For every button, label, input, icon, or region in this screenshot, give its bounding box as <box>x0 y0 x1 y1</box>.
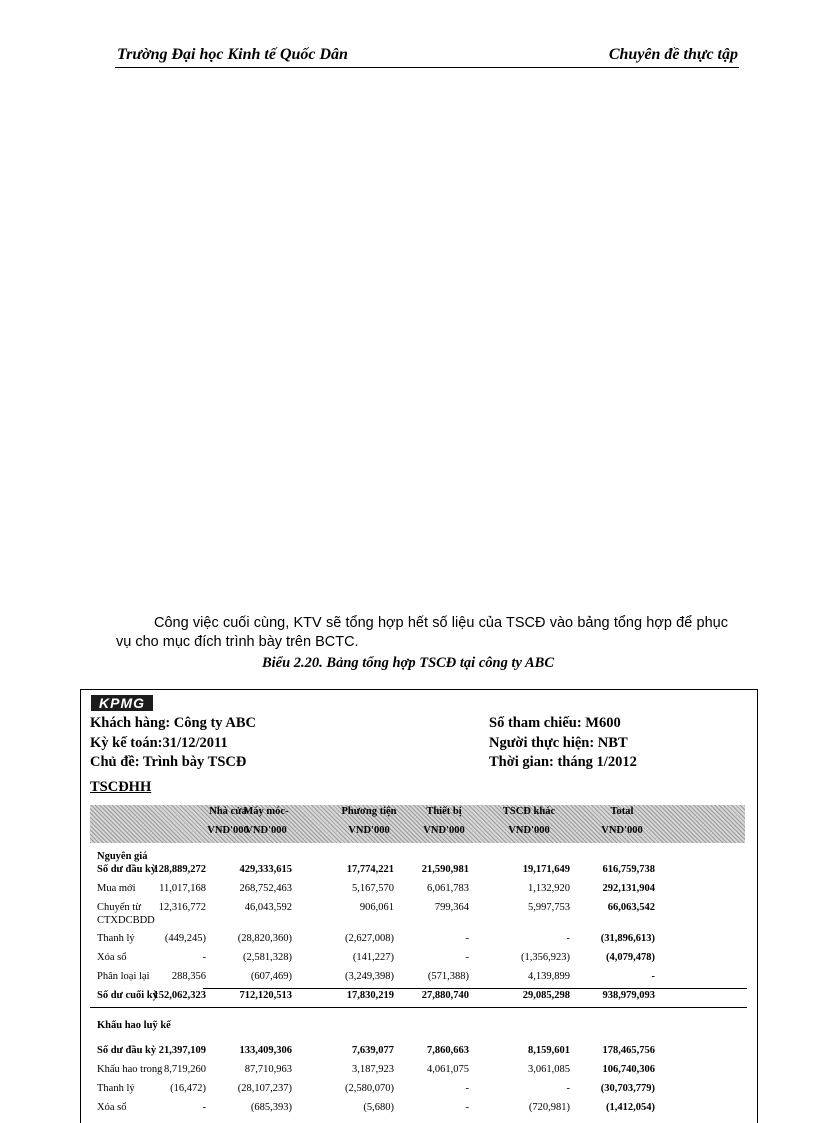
table-cell: (28,107,237) <box>237 1083 292 1094</box>
table-cell: 106,740,306 <box>602 1064 655 1075</box>
row-label: Xóa sổ <box>97 952 127 963</box>
table-cell: 17,830,219 <box>346 990 394 1001</box>
table-cell: 8,159,601 <box>528 1045 570 1056</box>
table-cell: 11,017,168 <box>159 883 206 894</box>
table-cell: 429,333,615 <box>239 864 292 875</box>
table-cell: (3,249,398) <box>345 971 394 982</box>
table-cell: (5,680) <box>363 1102 394 1113</box>
table-cell: - <box>566 933 570 944</box>
table-cell: 8,719,260 <box>164 1064 206 1075</box>
header-rule <box>115 67 739 68</box>
row-label: Số dư đầu kỳ <box>97 864 157 875</box>
table-cell: (31,896,613) <box>600 933 655 944</box>
row-label: Khấu hao trong <box>97 1064 163 1075</box>
row-label: Số dư cuối kỳ <box>97 990 158 1001</box>
table-cell: (28,820,360) <box>237 933 292 944</box>
table-cell: 178,465,756 <box>602 1045 655 1056</box>
body-paragraph: Công việc cuối cùng, KTV sẽ tổng hợp hết số liệu của TSCĐ vào bảng tổng hợp để phục vụ cho mục đích trình bày trên BCTC. <box>116 615 728 650</box>
table-cell: 12,316,772 <box>158 902 206 913</box>
section-title: Nguyên giá <box>97 851 148 862</box>
table-cell: 4,139,899 <box>528 971 570 982</box>
table-cell: 46,043,592 <box>244 902 292 913</box>
table-cell: (2,581,328) <box>243 952 292 963</box>
table-cell: 4,061,075 <box>427 1064 469 1075</box>
table-cell: 152,062,323 <box>153 990 206 1001</box>
table-cell: 6,061,783 <box>427 883 469 894</box>
subject-line: Chủ đề: Trình bày TSCĐ <box>90 754 247 770</box>
row-label: Thanh lý <box>97 1083 135 1094</box>
table-cell: 66,063,542 <box>607 902 655 913</box>
row-label: Mua mới <box>97 883 136 894</box>
column-unit: VND'000 <box>508 825 550 836</box>
client-line: Khách hàng: Công ty ABC <box>90 715 256 731</box>
column-unit: VND'000 <box>245 825 287 836</box>
table-cell: 288,356 <box>171 971 206 982</box>
table-cell: 7,860,663 <box>427 1045 469 1056</box>
column-unit: VND'000 <box>601 825 643 836</box>
subject-code: TSCĐHH <box>90 779 152 795</box>
table-cell: (141,227) <box>352 952 394 963</box>
table-cell: 19,171,649 <box>522 864 570 875</box>
time-line: Thời gian: tháng 1/2012 <box>489 754 637 770</box>
preparer-line: Người thực hiện: NBT <box>489 735 628 751</box>
column-header: Thiết bị <box>426 806 462 817</box>
table-cell: 292,131,904 <box>602 883 655 894</box>
row-label: Xóa sổ <box>97 1102 127 1113</box>
figure-caption: Biểu 2.20. Bảng tổng hợp TSCĐ tại công ty ABC <box>261 655 555 671</box>
table-cell: 3,061,085 <box>528 1064 570 1075</box>
kpmg-logo: KPMG <box>91 695 153 711</box>
table-cell: - <box>202 952 206 963</box>
table-cell: 87,710,963 <box>244 1064 292 1075</box>
table-cell: 5,167,570 <box>352 883 394 894</box>
page-header-right: Chuyên đề thực tập <box>608 46 738 63</box>
row-label: Chuyển từ <box>97 902 141 913</box>
table-cell: (16,472) <box>170 1083 206 1094</box>
table-cell: (2,580,070) <box>345 1083 394 1094</box>
table-cell: 268,752,463 <box>239 883 292 894</box>
table-cell: - <box>651 971 655 982</box>
table-cell: - <box>566 1083 570 1094</box>
column-header: TSCĐ khác <box>502 806 556 817</box>
table-cell: 21,397,109 <box>158 1045 206 1056</box>
column-header: Nhà cửa <box>209 806 247 817</box>
table-cell: 17,774,221 <box>346 864 394 875</box>
table-cell: (4,079,478) <box>606 952 655 963</box>
table-cell: - <box>465 933 469 944</box>
column-unit: VND'000 <box>423 825 465 836</box>
table-cell: - <box>465 1102 469 1113</box>
table-cell: (1,412,054) <box>606 1102 655 1113</box>
row-label: Phân loại lại <box>97 971 150 982</box>
column-header: Phương tiện <box>341 806 397 817</box>
table-cell: 616,759,738 <box>602 864 655 875</box>
table-cell: (1,356,923) <box>521 952 570 963</box>
table-cell: (2,627,008) <box>345 933 394 944</box>
table-cell: 938,979,093 <box>602 990 655 1001</box>
row-label: Thanh lý <box>97 933 135 944</box>
column-header: Máy móc- <box>243 806 289 817</box>
table-cell: 5,997,753 <box>528 902 570 913</box>
table-cell: 7,639,077 <box>352 1045 394 1056</box>
page-header-left: Trường Đại học Kinh tế Quốc Dân <box>117 46 348 63</box>
workpaper-box <box>80 689 758 1123</box>
period-line: Kỳ kế toán:31/12/2011 <box>90 735 228 751</box>
table-cell: 128,889,272 <box>153 864 206 875</box>
table-cell: 712,120,513 <box>239 990 292 1001</box>
table-cell: 27,880,740 <box>421 990 469 1001</box>
table-cell: (571,388) <box>427 971 469 982</box>
row-label-continued: CTXDCBDD <box>97 915 155 926</box>
reference-line: Số tham chiếu: M600 <box>489 715 621 731</box>
table-cell: 1,132,920 <box>528 883 570 894</box>
table-cell: - <box>465 1083 469 1094</box>
column-unit: VND'000 <box>207 825 249 836</box>
table-cell: 799,364 <box>434 902 469 913</box>
table-cell: 29,085,298 <box>522 990 570 1001</box>
subtotal-rule <box>203 988 747 989</box>
section-title: Khấu hao luỹ kế <box>97 1020 171 1031</box>
table-cell: (685,393) <box>250 1102 292 1113</box>
table-cell: - <box>465 952 469 963</box>
table-cell: - <box>202 1102 206 1113</box>
row-label: Số dư đầu kỳ <box>97 1045 157 1056</box>
section-rule <box>90 1007 747 1008</box>
column-unit: VND'000 <box>348 825 390 836</box>
table-cell: (607,469) <box>250 971 292 982</box>
table-cell: (449,245) <box>164 933 206 944</box>
table-cell: 3,187,923 <box>352 1064 394 1075</box>
table-cell: 21,590,981 <box>421 864 469 875</box>
table-cell: 133,409,306 <box>239 1045 292 1056</box>
table-cell: 906,061 <box>359 902 394 913</box>
table-cell: (720,981) <box>528 1102 570 1113</box>
column-header: Total <box>610 806 634 817</box>
table-cell: (30,703,779) <box>600 1083 655 1094</box>
